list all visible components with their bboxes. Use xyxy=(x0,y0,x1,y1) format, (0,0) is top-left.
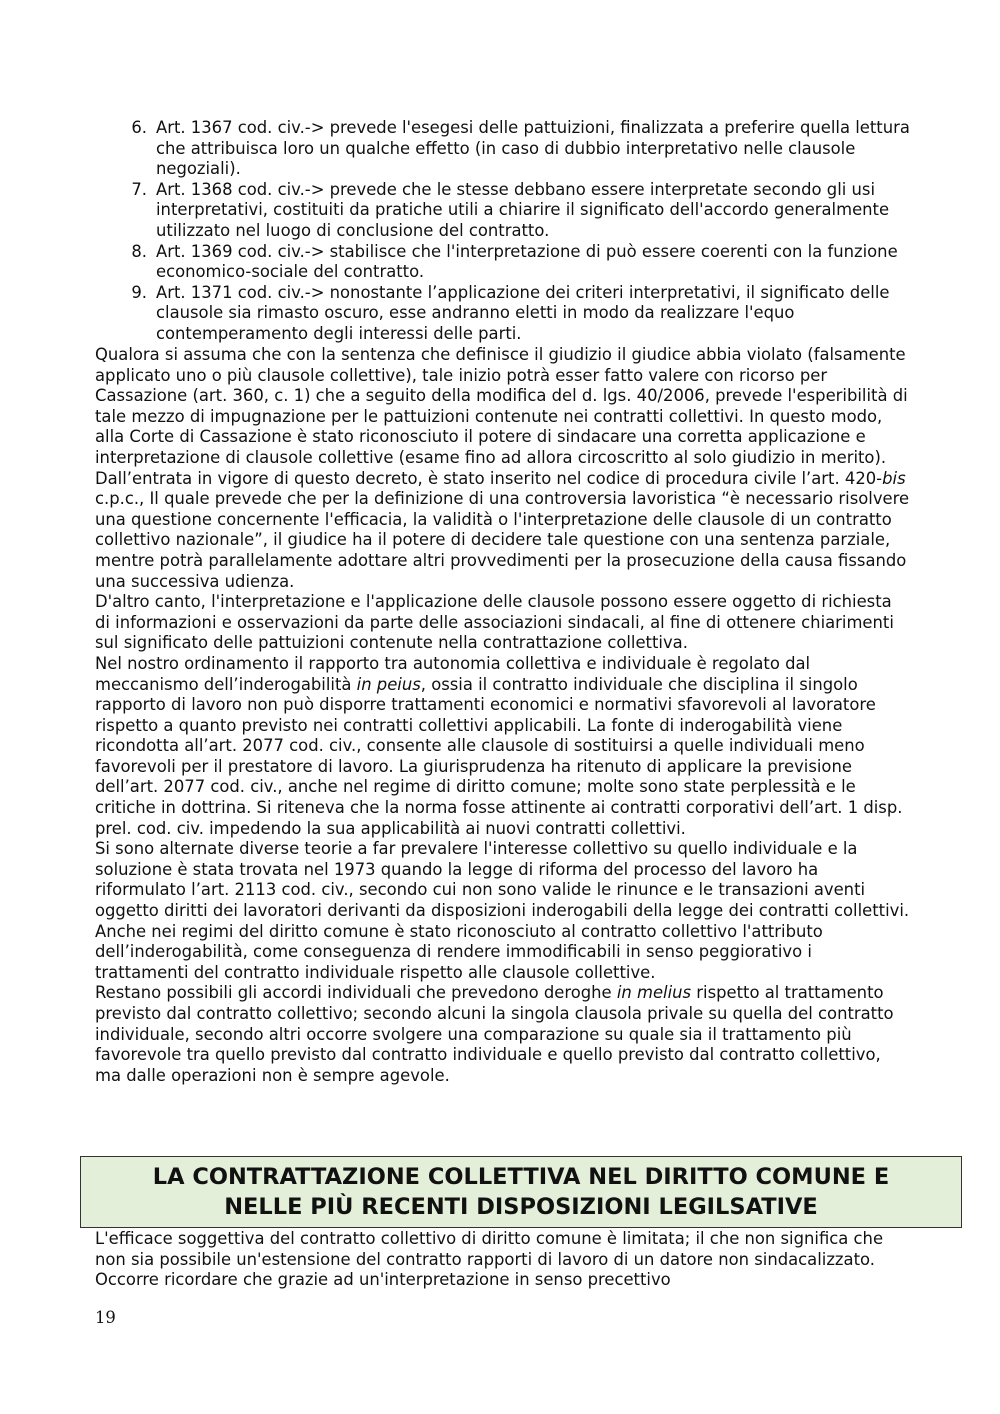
body-text xyxy=(95,345,910,1086)
list-item-number: 7. xyxy=(131,179,147,199)
list-item-text: Art. 1371 cod. civ.-> nonostante l’applicazione dei criteri interpretativi, il significato delle clausole sia rimasto oscuro, esse andranno eletti in modo da realizzare l'equo contemperamento degli interessi delle parti. xyxy=(156,282,890,343)
section-body xyxy=(95,1229,910,1291)
list-item xyxy=(95,242,915,283)
page-number: 19 xyxy=(95,1308,116,1327)
paragraph xyxy=(95,654,910,839)
paragraph-italic: bis xyxy=(882,468,906,488)
section-heading-line: NELLE PIÙ RECENTI DISPOSIZIONI LEGILSATIVE xyxy=(224,1194,818,1220)
paragraph-italic: in melius xyxy=(616,983,692,1003)
paragraph-text: c.p.c., Il quale prevede che per la definizione di una controversia lavoristica “è necessario risolvere una questione concernente l'efficacia, la validità o l'interpretazione delle clausole di un contratto collettivo nazionale”, il giudice ha il potere di decidere tale questione con una sentenza parziale, mentre potrà parallelamente adottare altri provvedimenti per la prosecuzione della causa fissando una successiva udienza. xyxy=(95,489,910,591)
section-heading-box xyxy=(80,1156,962,1228)
list-item xyxy=(95,283,915,345)
paragraph: L'efficace soggettiva del contratto collettivo di diritto comune è limitata; il che non significa che non sia possibile un'estensione del contratto rapporti di lavoro di un datore non sindacalizzato. Occorre ricordare che grazie ad un'interpretazione in senso precettivo xyxy=(95,1229,884,1290)
list-item xyxy=(95,180,915,242)
paragraph-text: , ossia il contratto individuale che disciplina il singolo rapporto di lavoro non può disporre trattamenti economici e normativi sfavorevoli al lavoratore rispetto a quanto previsto nei contratti collettivi applicabili. La fonte di inderogabilità viene ricondotta all’art. 2077 cod. civ., consente alle clausole di sostituirsi a quelle individuali meno favorevoli per il prestatore di lavoro. La giurisprudenza ha ritenuto di applicare la previsione dell’art. 2077 cod. civ., anche nel regime di diritto comune; molte sono state perplessità e le critiche in dottrina. Si riteneva che la norma fosse attinente ai contratti corporativi dell’art. 1 disp. prel. cod. civ. impedendo la sua applicabilità ai nuovi contratti collettivi. xyxy=(95,674,903,838)
list-item-text: Art. 1368 cod. civ.-> prevede che le stesse debbano essere interpretate secondo gli usi interpretativi, costituiti da pratiche utili a chiarire il significato dell'accordo generalmente utilizzato nel luogo di conclusione del contratto. xyxy=(156,179,890,240)
list-item-number: 8. xyxy=(131,241,147,261)
list-item xyxy=(95,118,915,180)
list-item-text: Art. 1367 cod. civ.-> prevede l'esegesi delle pattuizioni, finalizzata a preferire quella lettura che attribuisca loro un qualche effetto (in caso di dubbio interpretativo nelle clausole negoziali). xyxy=(156,118,910,179)
paragraph xyxy=(95,345,910,592)
list-item-number: 9. xyxy=(131,282,147,302)
paragraph-text: Nel nostro ordinamento il rapporto tra autonomia collettiva e individuale è regolato dal meccanismo dell’inderogabilità xyxy=(95,653,811,694)
article-list xyxy=(95,118,915,345)
section-heading-line: LA CONTRATTAZIONE COLLETTIVA NEL DIRITTO COMUNE E xyxy=(152,1164,890,1190)
section-heading xyxy=(153,1162,890,1222)
list-item-text: Art. 1369 cod. civ.-> stabilisce che l'interpretazione di può essere coerenti con la funzione economico-sociale del contratto. xyxy=(156,241,898,282)
paragraph: Si sono alternate diverse teorie a far prevalere l'interesse collettivo su quello individuale e la soluzione è stata trovata nel 1973 quando la legge di riforma del processo del lavoro ha riformulato l’art. 2113 cod. civ., secondo cui non sono valide le rinunce e le transazioni aventi oggetto diritti dei lavoratori derivanti da disposizioni inderogabili della legge dei contratti collettivi. Anche nei regimi del diritto comune è stato riconosciuto al contratto collettivo l'attributo dell’inderogabilità, come conseguenza di rendere immodificabili in senso peggiorativo i trattamenti del contratto individuale rispetto alle clausole collettive. xyxy=(95,839,910,982)
paragraph-italic: in peius xyxy=(356,674,421,694)
list-item-number: 6. xyxy=(131,118,147,137)
paragraph-text: Qualora si assuma che con la sentenza che definisce il giudizio il giudice abbia violato (falsamente applicato uno o più clausole collettive), tale inizio potrà esser fatto valere con ricorso per Cassazione (art. 360, c. 1) che a seguito della modifica del d. lgs. 40/2006, prevede l'esperibilità di tale mezzo di impugnazione per le pattuizioni contenute nei contratti collettivi. In questo modo, alla Corte di Cassazione è stato riconosciuto il potere di sindacare una corretta applicazione e interpretazione di clausole collettive (esame fino ad allora circoscritto al solo giudizio in merito). Dall’entrata in vigore di questo decreto, è stato inserito nel codice di procedura civile l’art. 420- xyxy=(95,345,908,488)
paragraph-text: Restano possibili gli accordi individuali che prevedono deroghe xyxy=(95,983,617,1003)
paragraph: D'altro canto, l'interpretazione e l'applicazione delle clausole possono essere oggetto di richiesta di informazioni e osservazioni da parte delle associazioni sindacali, al fine di ottenere chiarimenti sul significato delle pattuizioni contenute nella contrattazione collettiva. xyxy=(95,592,894,653)
paragraph xyxy=(95,983,910,1086)
paragraph-text: rispetto al trattamento previsto dal contratto collettivo; secondo alcuni la singola clausola privale su quella del contratto individuale, secondo altri occorre svolgere una comparazione su quale sia il trattamento più favorevole tra quello previsto dal contratto individuale e quello previsto dal contratto collettivo, ma dalle operazioni non è sempre agevole. xyxy=(95,983,894,1085)
